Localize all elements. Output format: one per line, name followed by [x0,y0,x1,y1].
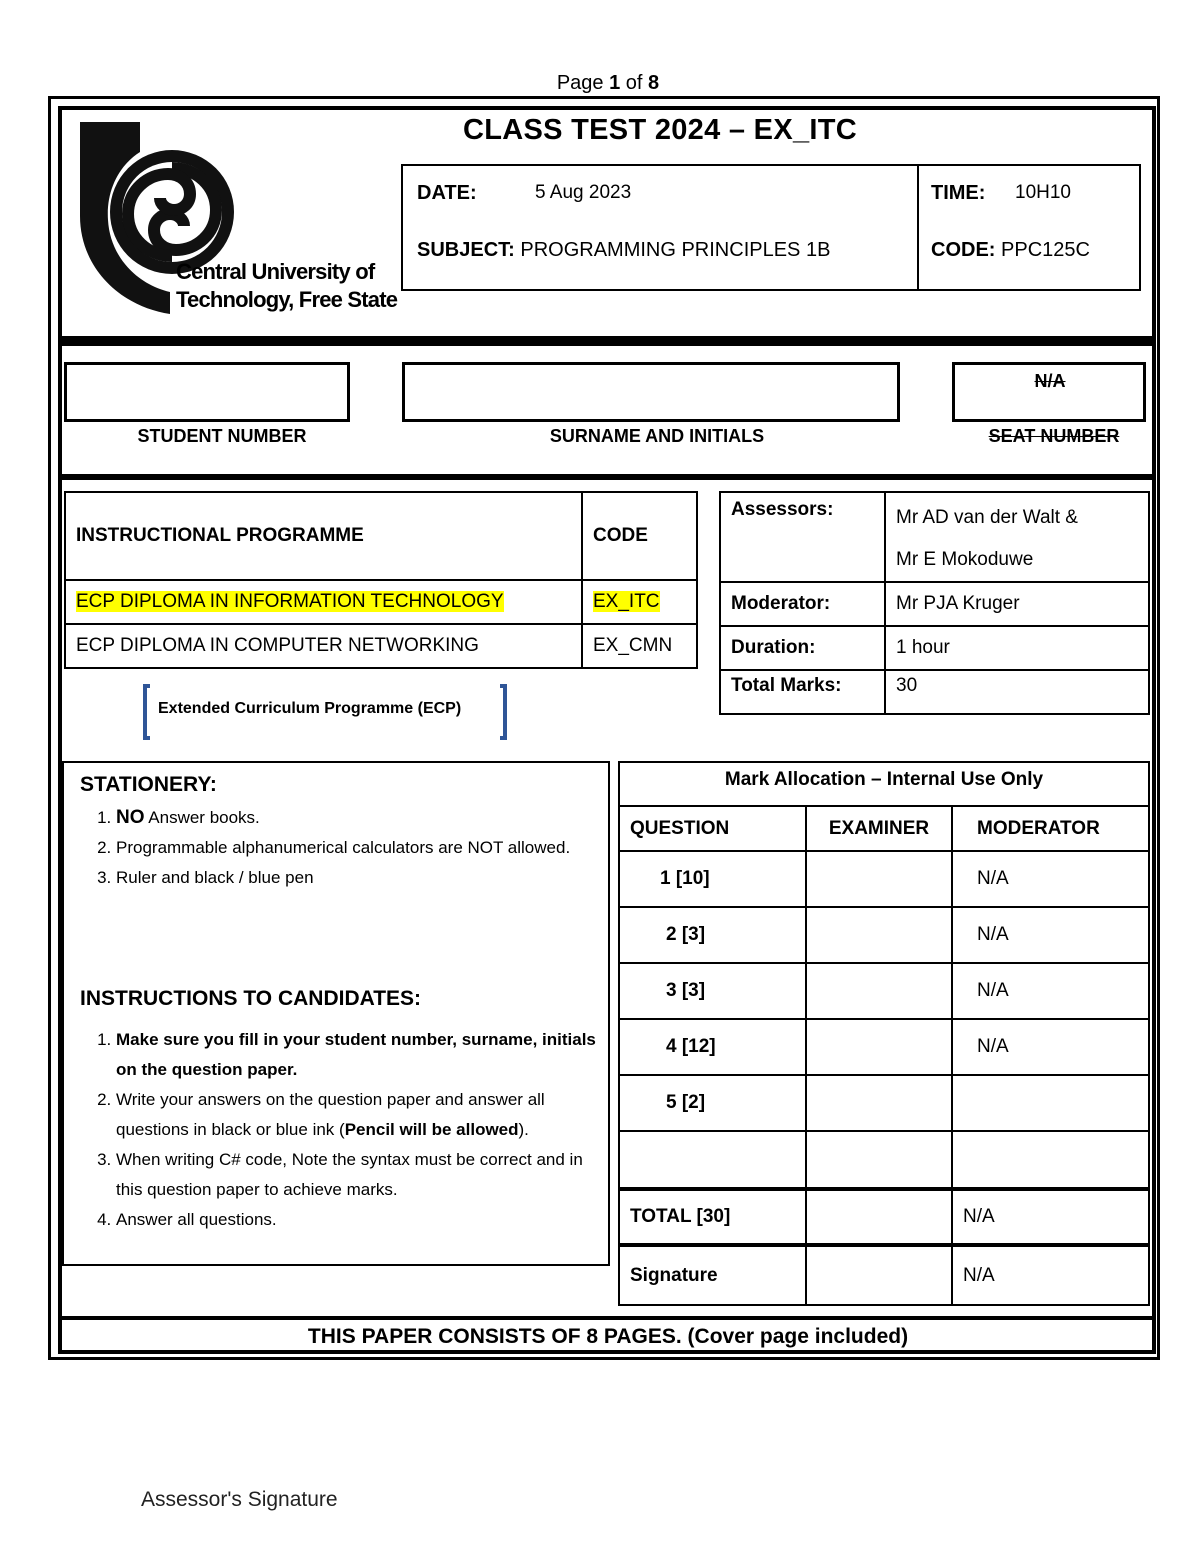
assessor-signature-label: Assessor's Signature [141,1488,338,1511]
total-marks-value: 30 [885,670,1149,714]
page-title: CLASS TEST 2024 – EX_ITC [463,114,857,146]
total-label: TOTAL [30] [619,1189,806,1245]
instructions-heading: INSTRUCTIONS TO CANDIDATES: [80,987,422,1010]
list-item: 1. NO Answer books. [116,803,604,833]
table-row [65,580,697,624]
stationery-list [64,803,604,893]
instructions-list [64,1025,604,1235]
programme-name: ECP DIPLOMA IN INFORMATION TECHNOLOGY [76,591,504,612]
table-row: Signature N/A [619,1245,1149,1305]
table-row: 1 [10] N/A [619,851,1149,907]
section-divider [62,474,1154,480]
table-row: TOTAL [30] N/A [619,1189,1149,1245]
time-value: 10H10 [1015,182,1071,203]
date-subject-box [401,164,919,291]
programme-table [64,491,698,669]
seat-number-field[interactable] [952,362,1146,422]
date-label: DATE: [417,182,477,204]
instructions-box [62,761,610,1266]
list-item: 2. Write your answers on the question paper and answer all questions in black or blue ink (Pencil will be allowed). [116,1085,604,1145]
code-value: PPC125C [995,239,1090,261]
ecp-note [140,684,512,740]
examiner-mark-cell[interactable] [806,1075,952,1131]
assessors-value-1: Mr AD van der Walt & [896,507,1078,528]
subject-label: SUBJECT: [417,239,515,261]
programme-code: EX_ITC [593,591,660,612]
table-row: 5 [2] [619,1075,1149,1131]
time-label: TIME: [931,182,986,204]
university-logo [78,120,408,316]
examiner-mark-cell[interactable] [806,851,952,907]
surname-label: SURNAME AND INITIALS [549,426,765,446]
programme-code: EX_CMN [582,624,697,668]
moderator-header: MODERATOR [952,806,1149,851]
logo-text-line2: Technology, Free State [176,287,398,312]
stationery-heading: STATIONERY: [80,773,217,796]
examiner-header: EXAMINER [806,806,952,851]
examiner-mark-cell[interactable] [806,907,952,963]
left-bracket-icon [140,684,152,740]
table-row: 2 [3] N/A [619,907,1149,963]
question-header: QUESTION [619,806,806,851]
assessors-label: Assessors: [720,492,885,582]
surname-field[interactable] [402,362,900,422]
total-marks-label: Total Marks: [720,670,885,714]
signature-cell[interactable] [806,1245,952,1305]
student-number-field[interactable] [64,362,350,422]
programme-name: ECP DIPLOMA IN COMPUTER NETWORKING [65,624,582,668]
list-item: 3. Ruler and black / blue pen [116,863,604,893]
programme-header: INSTRUCTIONAL PROGRAMME [65,492,582,580]
page-count-note: THIS PAPER CONSISTS OF 8 PAGES. (Cover page included) [62,1316,1154,1352]
list-item: 3. When writing C# code, Note the syntax must be correct and in this question paper to achieve marks. [116,1145,604,1205]
section-divider [62,336,1154,346]
list-item: 1. Make sure you fill in your student number, surname, initials on the question paper. [116,1025,604,1085]
examiner-mark-cell[interactable] [806,963,952,1019]
table-row [65,624,697,668]
mark-allocation-table [618,805,1150,1306]
right-bracket-icon [498,684,510,740]
examiner-total-cell[interactable] [806,1189,952,1245]
duration-label: Duration: [720,626,885,670]
logo-text-line1: Central University of [176,259,375,284]
moderator-value: Mr PJA Kruger [885,582,1149,626]
date-value: 5 Aug 2023 [535,182,632,203]
list-item: 4. Answer all questions. [116,1205,604,1235]
ecp-note-text: Extended Curriculum Programme (ECP) [158,700,462,717]
page-number: Page 1 of 8 [556,72,660,94]
list-item: 2. Programmable alphanumerical calculators are NOT allowed. [116,833,604,863]
table-row: 4 [12] N/A [619,1019,1149,1075]
examiner-mark-cell[interactable] [806,1131,952,1189]
assessment-table [719,491,1150,715]
code-header: CODE [582,492,697,580]
code-label: CODE: [931,239,996,261]
moderator-label: Moderator: [720,582,885,626]
examiner-mark-cell[interactable] [806,1019,952,1075]
signature-label: Signature [619,1245,806,1305]
assessors-value-2: Mr E Mokoduwe [896,549,1034,570]
student-number-label: STUDENT NUMBER [137,426,307,446]
seat-number-label: SEAT NUMBER [988,426,1120,446]
time-code-box [917,164,1141,291]
table-row [619,1131,1149,1189]
duration-value: 1 hour [885,626,1149,670]
seat-number-value: N/A [1034,371,1066,391]
subject-value: PROGRAMMING PRINCIPLES 1B [514,239,831,261]
table-row: 3 [3] N/A [619,963,1149,1019]
mark-allocation-title: Mark Allocation – Internal Use Only [618,761,1150,807]
